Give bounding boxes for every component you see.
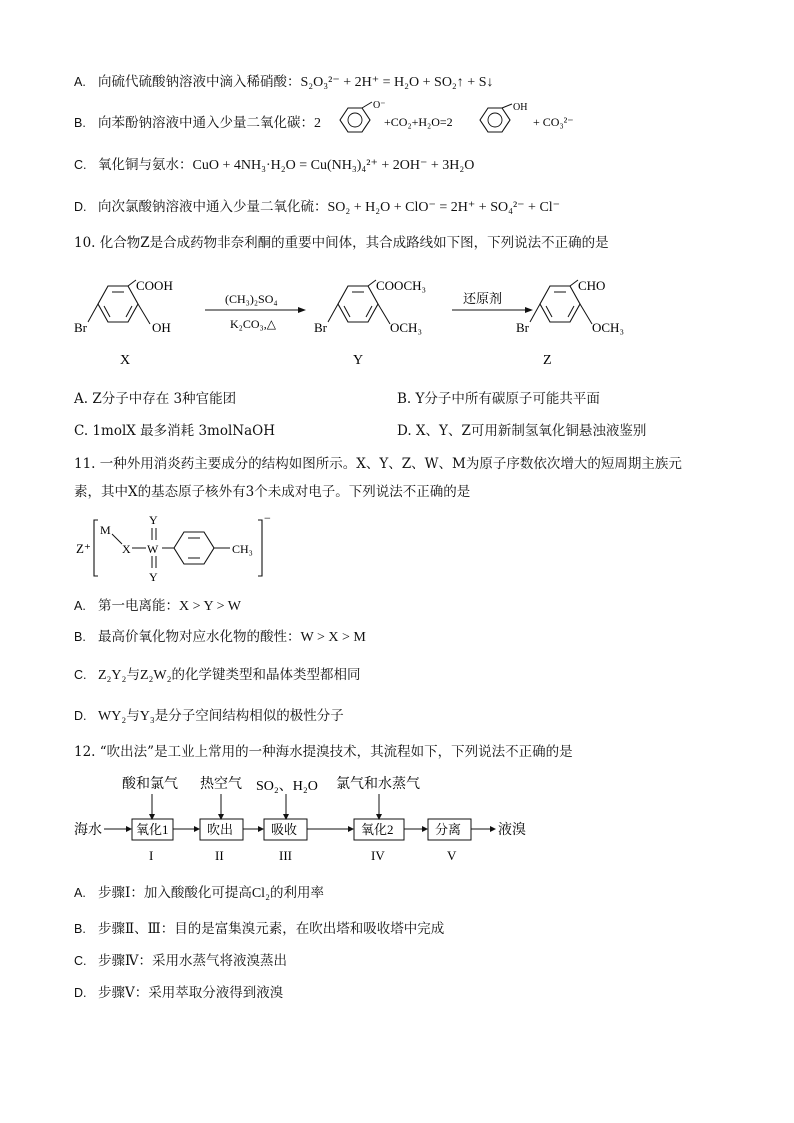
option-label: A. bbox=[74, 599, 86, 613]
option-text: 第一电离能： bbox=[98, 598, 179, 614]
atom-y-top: Y bbox=[149, 513, 158, 527]
box-5-label: 分离 bbox=[435, 822, 462, 837]
connector: 与 bbox=[126, 708, 140, 724]
atom-y-bottom: Y bbox=[149, 570, 158, 584]
bond-o bbox=[362, 102, 372, 108]
formula-2: Y₃ bbox=[139, 709, 155, 724]
arrow-2-top: 还原剂 bbox=[463, 291, 503, 306]
z-substituent-2: OCH₃ bbox=[592, 320, 624, 335]
q12-option-d bbox=[74, 984, 283, 1002]
coefficient: 2 bbox=[314, 116, 321, 131]
option-text: 是分子空间结构相似的极性分子 bbox=[154, 708, 344, 724]
equation: CuO + 4NH₃·H₂O = Cu(NH₃)₄²⁺ + 2OH⁻ + 3H₂O bbox=[192, 158, 475, 173]
x-substituent-2: OH bbox=[152, 320, 171, 335]
step-3: III bbox=[279, 848, 292, 863]
y-substituent-1: COOCH₃ bbox=[376, 278, 427, 293]
q9-option-a bbox=[74, 73, 494, 92]
q11-option-b bbox=[74, 628, 366, 647]
z-name: Z bbox=[543, 353, 552, 368]
y-bromo: Br bbox=[314, 320, 327, 335]
z-bromo: Br bbox=[516, 320, 529, 335]
step-2: II bbox=[215, 848, 224, 863]
atom-x: X bbox=[122, 542, 131, 556]
compound-x bbox=[74, 278, 173, 368]
q12-flowchart bbox=[72, 770, 552, 868]
formula-2: Z₂W₂ bbox=[139, 668, 172, 683]
q12-option-c bbox=[74, 952, 287, 970]
right-bracket bbox=[258, 520, 262, 576]
step-1: I bbox=[149, 848, 154, 863]
q11-structure bbox=[70, 508, 290, 586]
atom-w: W bbox=[147, 542, 159, 556]
q10-option-c: C. 1molX 最多消耗 3molNaOH bbox=[74, 423, 275, 439]
option-text: 向硫代硫酸钠溶液中滴入稀硝酸： bbox=[98, 74, 301, 90]
compound-y bbox=[314, 278, 426, 368]
benzene-ring-1 bbox=[340, 108, 370, 132]
q10-option-b: B. Y分子中所有碳原子可能共平面 bbox=[397, 391, 600, 407]
left-bracket bbox=[94, 520, 98, 576]
x-substituent-1: COOH bbox=[136, 278, 173, 293]
option-text: 向苯酚钠溶液中通入少量二氧化碳： bbox=[98, 115, 314, 131]
aromatic-circle-2 bbox=[488, 113, 502, 127]
benzene-ring bbox=[174, 532, 214, 564]
oh-label: OH bbox=[513, 102, 528, 113]
box-2-label: 吹出 bbox=[207, 822, 234, 837]
option-text: 步骤Ⅱ、Ⅲ：目的是富集溴元素，在吹出塔和吸收塔中完成 bbox=[98, 921, 445, 937]
x-bromo: Br bbox=[74, 320, 87, 335]
arrow-1-bottom: K₂CO₃,△ bbox=[230, 317, 276, 331]
o-minus-label: O⁻ bbox=[373, 100, 386, 111]
compound-z bbox=[516, 278, 624, 368]
option-label: A. bbox=[74, 75, 86, 89]
q12-option-b bbox=[74, 920, 444, 938]
z-cation: Z⁺ bbox=[76, 541, 91, 556]
q9-option-c bbox=[74, 156, 474, 175]
option-label: D. bbox=[74, 200, 87, 214]
input-2: 热空气 bbox=[200, 777, 242, 792]
q12-option-a bbox=[74, 884, 324, 903]
atom-m: M bbox=[100, 523, 111, 537]
input-3: SO₂、H₂O bbox=[256, 779, 318, 794]
formula: Cl₂ bbox=[251, 886, 270, 901]
equation: SO₂ + H₂O + ClO⁻ = 2H⁺ + SO₄²⁻ + Cl⁻ bbox=[327, 200, 561, 215]
option-label: D. bbox=[74, 709, 87, 723]
carbonate-label: + CO₃²⁻ bbox=[533, 115, 574, 129]
inequality: X > Y > W bbox=[179, 599, 241, 614]
arrow-1 bbox=[205, 292, 306, 331]
phenoxide-equation bbox=[320, 100, 580, 140]
input-4: 氯气和水蒸气 bbox=[336, 777, 420, 792]
option-label: C. bbox=[74, 668, 87, 682]
option-text: 的化学键类型和晶体类型都相同 bbox=[171, 667, 361, 683]
option-text: 步骤Ⅴ：采用萃取分液得到液溴 bbox=[98, 985, 284, 1001]
q9-option-b bbox=[74, 114, 321, 133]
q10-option-a: A. Z分子中存在 3种官能团 bbox=[74, 391, 237, 407]
option-tail: 的利用率 bbox=[269, 885, 324, 901]
step-4: IV bbox=[371, 848, 385, 863]
x-name: X bbox=[120, 353, 131, 368]
mid-equation: +CO₂+H₂O=2 bbox=[384, 115, 453, 129]
q10-synthesis-route bbox=[70, 268, 670, 373]
q10-option-d: D. X、Y、Z可用新制氢氧化铜悬浊液鉴别 bbox=[397, 423, 647, 439]
connector: 与 bbox=[126, 667, 140, 683]
anion-charge: − bbox=[264, 511, 271, 525]
arrow-2 bbox=[452, 291, 533, 313]
arrow-1-top: (CH₃)₂SO₄ bbox=[225, 292, 278, 306]
option-text: 步骤Ⅳ：采用水蒸气将液溴蒸出 bbox=[98, 953, 287, 969]
inequality: W > X > M bbox=[300, 630, 366, 645]
q11-option-c bbox=[74, 666, 360, 685]
z-substituent-1: CHO bbox=[578, 278, 606, 293]
box-1-label: 氧化1 bbox=[136, 822, 169, 837]
q10-stem: 10. 化合物Z是合成药物非奈利酮的重要中间体，其合成路线如下图，下列说法不正确的是 bbox=[74, 235, 609, 251]
benzene-ring-2 bbox=[480, 108, 510, 132]
box-4-label: 氧化2 bbox=[361, 822, 394, 837]
option-label: B. bbox=[74, 922, 86, 936]
input-1: 酸和氯气 bbox=[122, 777, 178, 792]
bond-mx bbox=[112, 534, 122, 544]
methyl: CH₃ bbox=[232, 542, 253, 556]
option-label: B. bbox=[74, 630, 86, 644]
option-label: D. bbox=[74, 986, 87, 1000]
option-text: 最高价氧化物对应水化物的酸性： bbox=[98, 629, 301, 645]
y-substituent-2: OCH₃ bbox=[390, 320, 422, 335]
step-5: V bbox=[447, 848, 457, 863]
q11-stem-line-2: 素，其中X的基态原子核外有3个未成对电子。下列说法不正确的是 bbox=[74, 484, 471, 500]
bond-oh bbox=[502, 104, 512, 108]
q11-option-d bbox=[74, 707, 344, 726]
option-text: 向次氯酸钠溶液中通入少量二氧化硫： bbox=[98, 199, 328, 215]
flow-start: 海水 bbox=[74, 823, 102, 838]
aromatic-circle-1 bbox=[348, 113, 362, 127]
q11-option-a bbox=[74, 597, 241, 616]
equation: S₂O₃²⁻ + 2H⁺ = H₂O + SO₂↑ + S↓ bbox=[300, 75, 494, 90]
y-name: Y bbox=[353, 353, 364, 368]
option-text: 氧化铜与氨水： bbox=[98, 157, 193, 173]
q9-option-d bbox=[74, 198, 560, 217]
q11-stem-line-1: 11. 一种外用消炎药主要成分的结构如图所示。X、Y、Z、W、M为原子序数依次增大的短周期主族元 bbox=[74, 456, 682, 472]
flow-end: 液溴 bbox=[498, 823, 526, 838]
option-label: C. bbox=[74, 954, 87, 968]
option-label: B. bbox=[74, 116, 86, 130]
box-3-label: 吸收 bbox=[271, 822, 298, 837]
formula-1: Z₂Y₂ bbox=[98, 668, 127, 683]
q12-stem: 12. “吹出法”是工业上常用的一种海水提溴技术，其流程如下，下列说法不正确的是 bbox=[74, 744, 573, 760]
formula-1: WY₂ bbox=[98, 709, 127, 724]
option-label: A. bbox=[74, 886, 86, 900]
option-label: C. bbox=[74, 158, 87, 172]
option-text: 步骤Ⅰ：加入酸酸化可提高 bbox=[98, 885, 252, 901]
